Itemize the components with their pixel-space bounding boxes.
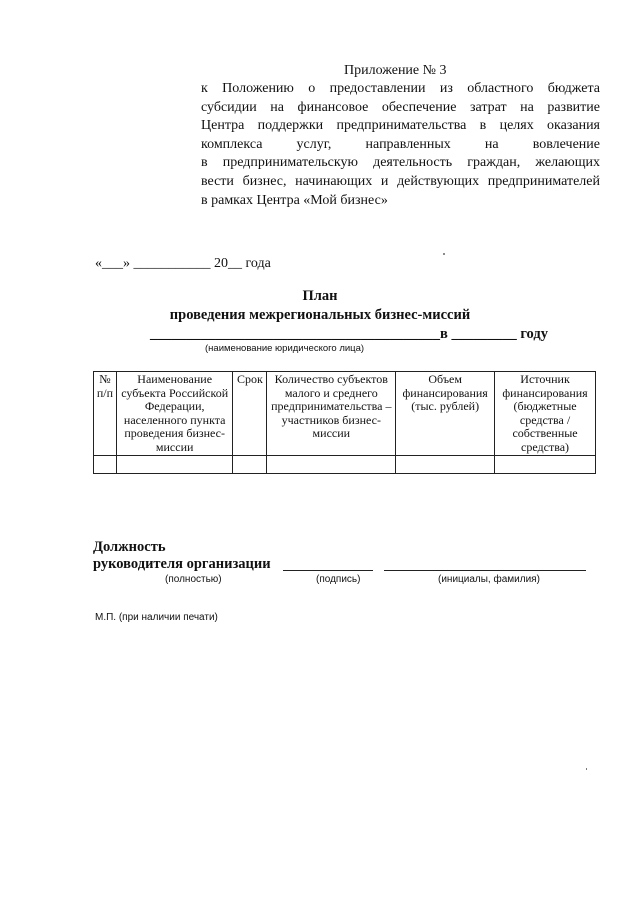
header-participants: Количество субъектов малого и среднего предпринимательства – участников бизнес-миссии: [267, 372, 396, 456]
name-blank: [384, 570, 586, 571]
position-title: Должность: [93, 539, 166, 555]
table-row: [94, 456, 596, 474]
table-cell: [396, 456, 495, 474]
appendix-line: субсидии на финансовое обеспечение затрат на развитие: [201, 99, 600, 115]
appendix-line: вести бизнес, начинающих и действующих предпринимателей: [201, 173, 600, 189]
table-cell: [233, 456, 267, 474]
plan-table: [93, 371, 596, 474]
hint-full-position: (полностью): [165, 574, 222, 585]
header-region: Наименование субъекта Российской Федерации, населенного пункта проведения бизнес-миссии: [116, 372, 233, 456]
date-line: «___» ___________ 20__ года: [95, 256, 271, 271]
plan-title: План: [302, 288, 338, 304]
hint-initials-surname: (инициалы, фамилия): [438, 574, 540, 585]
signature-blank: [283, 570, 373, 571]
appendix-title: Приложение № 3: [344, 63, 447, 78]
table-cell: [267, 456, 396, 474]
hint-signature: (подпись): [316, 574, 361, 585]
header-funding-amount: Объем финансирования (тыс. рублей): [396, 372, 495, 456]
stamp-note: М.П. (при наличии печати): [95, 612, 218, 623]
table-cell: [94, 456, 117, 474]
scan-speck: [443, 253, 445, 255]
organization-line: ________________________________________в _________ году: [150, 326, 548, 342]
head-of-organization-title: руководителя организации: [93, 556, 271, 572]
appendix-line: Центра поддержки предпринимательства в целях оказания: [201, 118, 600, 134]
appendix-body: [201, 80, 600, 210]
scan-speck: [586, 768, 587, 770]
table-cell: [495, 456, 596, 474]
plan-subtitle: проведения межрегиональных бизнес-миссий: [169, 307, 471, 323]
appendix-line: к Положению о предоставлении из областного бюджета: [201, 81, 600, 96]
appendix-line: комплекса услуг, направленных на вовлечение: [201, 136, 600, 152]
appendix-line: в рамках Центра «Мой бизнес»: [201, 192, 388, 208]
header-number: № п/п: [94, 372, 117, 456]
header-funding-source: Источник финансирования (бюджетные средства / собственные средства): [495, 372, 596, 456]
table-header-row: [94, 372, 596, 456]
header-term: Срок: [233, 372, 267, 456]
appendix-line: в предпринимательскую деятельность граждан, желающих: [201, 155, 600, 171]
table-cell: [116, 456, 233, 474]
organization-hint: (наименование юридического лица): [205, 343, 365, 354]
